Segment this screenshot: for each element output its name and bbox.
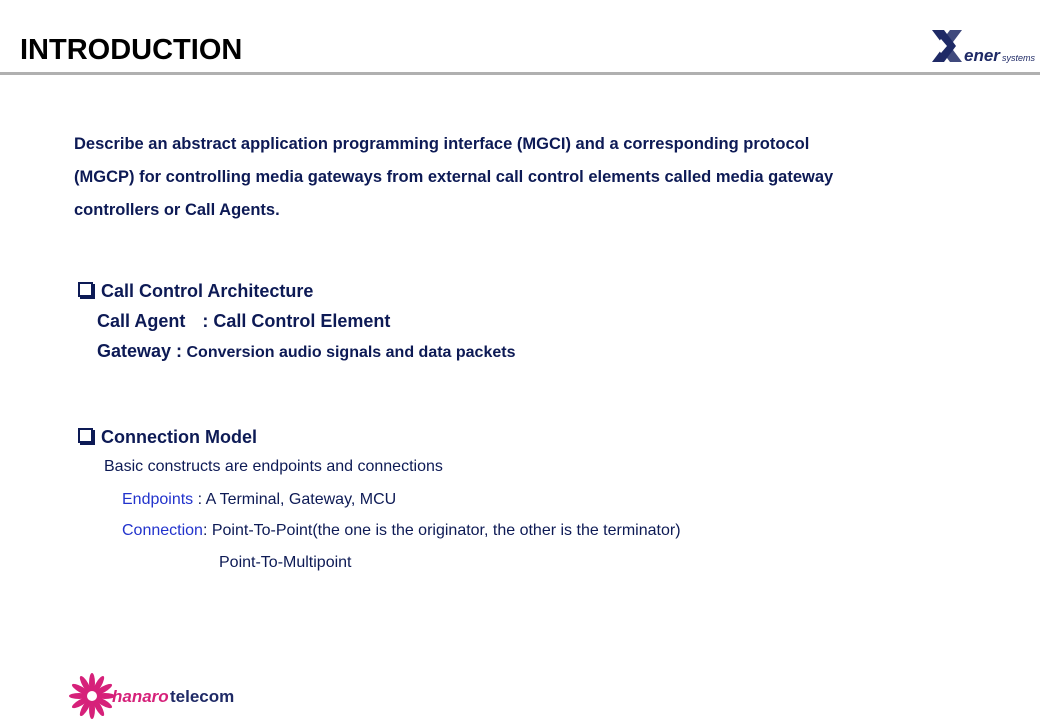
call-agent-line: Call Agent : Call Control Element [97, 311, 391, 331]
svg-text:hanaro: hanaro [112, 687, 169, 706]
page-title: INTRODUCTION [20, 34, 243, 66]
svg-text:ener: ener [964, 46, 1000, 65]
connection-line: Connection: Point-To-Point(the one is the originator, the other is the terminator) [122, 522, 681, 539]
xener-systems-logo [926, 26, 1038, 70]
title-divider [0, 72, 1040, 75]
multipoint-text: Point-To-Multipoint [219, 554, 352, 571]
checkbox-bullet-icon [78, 282, 93, 297]
section-heading-call-control: Call Control Architecture [78, 281, 313, 302]
endpoints-line: Endpoints : A Terminal, Gateway, MCU [122, 491, 397, 508]
section-heading-connection-model: Connection Model [78, 427, 257, 448]
basic-constructs-text: Basic constructs are endpoints and connections [104, 458, 443, 475]
gateway-line: Gateway : Conversion audio signals and data packets [97, 341, 516, 361]
svg-text:telecom: telecom [170, 687, 235, 706]
hanarotelecom-logo [68, 672, 238, 720]
intro-line: (MGCP) for controlling media gateways from external call control elements called media gateway [74, 168, 834, 186]
intro-line: controllers or Call Agents. [74, 201, 280, 219]
intro-line: Describe an abstract application programming interface (MGCI) and a corresponding protocol [74, 135, 810, 153]
checkbox-bullet-icon [78, 428, 93, 443]
intro-paragraph [74, 128, 954, 227]
svg-text:systems: systems [1002, 53, 1036, 63]
